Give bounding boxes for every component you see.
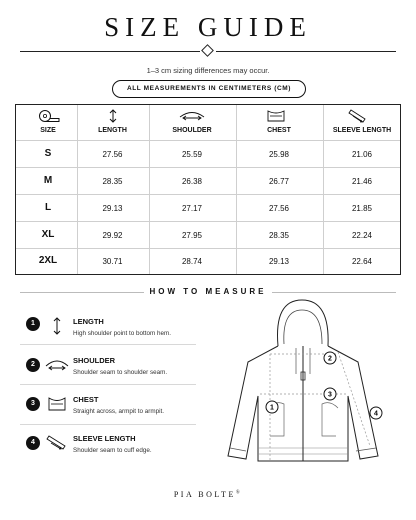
chest-value: 29.13 [268,257,290,266]
shoulder-value: 27.95 [181,231,203,240]
marker-label: 1 [270,404,274,412]
shoulder-value: 27.17 [181,204,203,213]
brand-footer [0,490,416,499]
marker-label: 3 [328,391,332,399]
sleeve-value: 21.06 [351,150,373,159]
step-title: CHEST [73,395,99,404]
table-divider [323,105,324,274]
step-number: 2 [26,358,40,372]
hoodie-diagram [200,296,400,476]
size-label: 2XL [38,255,58,266]
step-title: SHOULDER [73,356,116,365]
shoulder-arrow-icon [177,109,207,123]
section-divider-right [272,292,396,293]
step-sleeve-length [26,434,216,474]
step-number: 1 [26,317,40,331]
vertical-arrow-icon [98,109,128,123]
column-header-shoulder: SHOULDER [172,127,212,134]
marker-label: 2 [328,355,332,363]
sleeve-arrow-icon [343,109,373,123]
chest-value: 25.98 [268,150,290,159]
sizing-note: 1–3 cm sizing differences may occur. [146,66,270,75]
step-description: Shoulder seam to cuff edge. [73,447,152,454]
chest-value: 27.56 [268,204,290,213]
brand-name: PIA BOLTE [173,490,236,499]
column-header-size: SIZE [40,127,56,134]
section-title: HOW TO MEASURE [149,287,267,296]
table-divider [77,105,78,274]
shoulder-arrow-icon [44,356,70,374]
step-divider [20,384,196,385]
length-value: 29.92 [102,231,123,240]
step-shoulder [26,356,216,396]
length-value: 28.35 [102,177,123,186]
sleeve-value: 22.64 [351,257,373,266]
chest-icon [261,109,291,123]
table-divider [16,248,400,249]
size-label: S [44,148,52,159]
registered-mark: ® [235,490,243,496]
page-title: SIZE GUIDE [104,12,312,42]
sleeve-arrow-icon [44,434,70,452]
size-label: L [44,202,52,213]
size-label: XL [41,229,55,240]
step-description: Shoulder seam to shoulder seam. [73,369,168,376]
table-divider [149,105,150,274]
step-chest [26,395,216,435]
column-header-sleeve-length: SLEEVE LENGTH [332,127,392,134]
step-divider [20,344,196,345]
tape-measure-icon [33,109,63,123]
step-description: High shoulder point to bottom hem. [73,330,172,337]
step-title: LENGTH [73,317,104,326]
diamond-ornament-icon [201,44,214,57]
size-table [15,104,401,275]
length-value: 29.13 [102,204,123,213]
marker-label: 4 [374,410,378,418]
table-divider [16,194,400,195]
table-divider [16,140,400,141]
length-value: 30.71 [102,257,123,266]
chest-icon [44,395,70,413]
sleeve-value: 21.46 [351,177,373,186]
table-divider [16,221,400,222]
shoulder-value: 26.38 [181,177,203,186]
length-value: 27.56 [102,150,123,159]
column-header-chest: CHEST [267,127,291,134]
step-description: Straight across, armpit to armpit. [73,408,164,415]
shoulder-value: 25.59 [181,150,203,159]
size-label: M [43,175,53,186]
step-length [26,317,216,357]
step-divider [20,424,196,425]
chest-value: 28.35 [268,231,290,240]
table-divider [236,105,237,274]
table-divider [16,167,400,168]
title-divider-right [216,51,396,52]
title-divider-left [20,51,200,52]
chest-value: 26.77 [268,177,290,186]
step-number: 3 [26,397,40,411]
sleeve-value: 21.85 [351,204,373,213]
vertical-arrow-icon [44,317,70,335]
step-number: 4 [26,436,40,450]
step-title: SLEEVE LENGTH [73,434,136,443]
shoulder-value: 28.74 [181,257,203,266]
sleeve-value: 22.24 [351,231,373,240]
column-header-length: LENGTH [98,127,127,134]
units-badge: ALL MEASUREMENTS IN CENTIMETERS (CM) [112,80,306,98]
